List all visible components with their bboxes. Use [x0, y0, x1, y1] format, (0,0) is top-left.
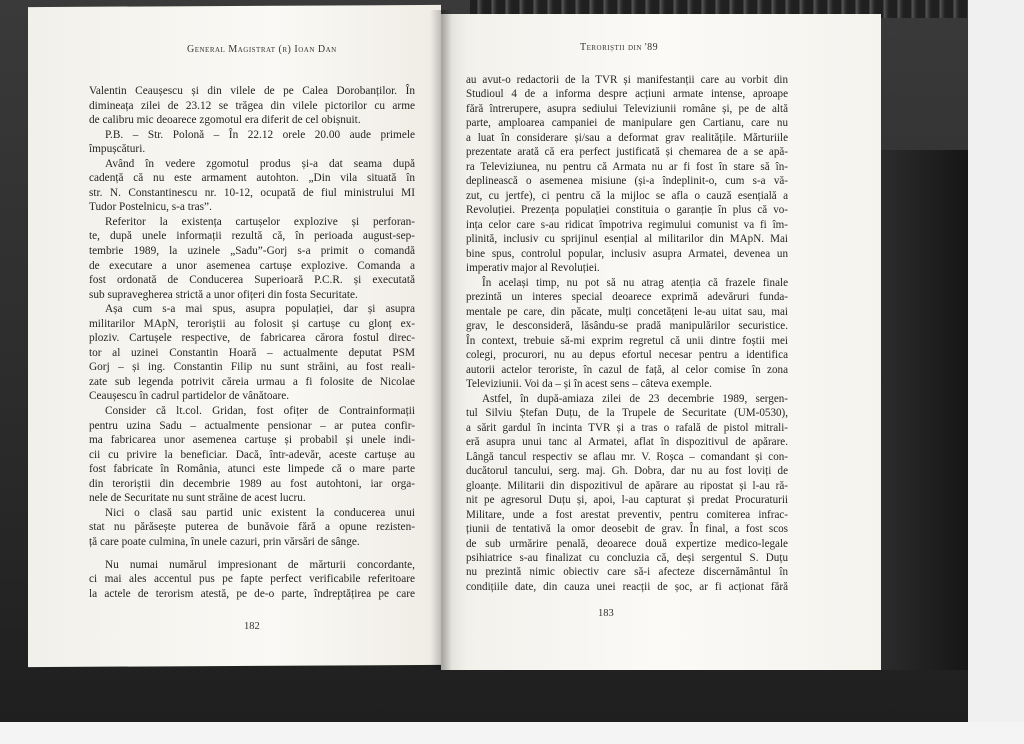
text-line: tembrie 1989, la uzinele „Sadu”-Gorj s-a primit o comandă — [89, 245, 415, 258]
right-page-body — [466, 73, 788, 594]
text-line: Revoluției. Prezența populației constituia o garanție în plus că vo- — [466, 204, 788, 217]
text-line: a sărit gardul în incinta TVR și a tras o rafală de pistol mitrali- — [466, 421, 788, 434]
text-line: autorii actelor teroriste, în cazul de față, al celor comise în zona — [466, 363, 788, 376]
text-line: În același timp, nu pot să nu atrag atenția că frazele finale — [482, 276, 788, 289]
right-running-header: Teroriștii din '89 — [580, 42, 659, 53]
text-line: fără întrerupere, asupra sediului Televiziunii române și, pe de altă — [466, 102, 788, 115]
text-line: din teroriștii din decembrie 1989 au fost autohtoni, iar orga- — [89, 477, 415, 490]
text-line: militarilor MApN, teroriștii au folosit și cartușe cu glonț ex- — [89, 317, 415, 330]
text-line: fost fabricate în România, atunci este limpede că o mare parte — [89, 463, 415, 476]
text-line: imperativ major al Revoluției. — [466, 262, 600, 275]
text-line: deplinească o asemenea misiune (și-a îndeplinit-o, cum s-a vă- — [466, 175, 788, 188]
right-shadow — [880, 150, 975, 670]
text-line: împușcături. — [89, 143, 146, 156]
text-line: Valentin Ceaușescu și din vilele de pe Calea Dorobanților. În — [89, 85, 415, 97]
scanner-edge-bottom — [0, 722, 1024, 744]
text-line: ci mai ales accentul pus pe fapte perfect verificabile referitoare — [89, 573, 415, 586]
text-line: ința celor care s-au ridicat împotriva regimului comunist va fi îm- — [466, 218, 788, 231]
text-line: sub supravegherea strictă a unor ofițeri din fosta Securitate. — [89, 288, 358, 301]
text-line: mentale pe care, din păcate, mulți concetățeni le-au uitat sau, mai — [466, 305, 788, 318]
text-line: te, după unele informații rezultă că, în perioada august-sep- — [89, 230, 415, 243]
text-line: grav, le desconsideră, lăsându-se pradă manipulărilor securistice. — [466, 320, 788, 333]
text-line: condițiile date, din cauza unei reacții de șoc, ar fi acționat fără — [466, 580, 788, 593]
text-line: Tudor Postelnicu, s-a tras”. — [89, 201, 212, 214]
text-line: tul Silviu Ștefan Duțu, de la Trupele de Securitate (UM-0530), — [466, 407, 788, 420]
text-line: Astfel, în după-amiaza zilei de 23 decembrie 1989, sergen- — [482, 392, 788, 405]
text-line: ma fabricarea unor asemenea cartușe și probabil și unele indi- — [89, 434, 415, 447]
text-line: de sub urmărire penală, deoarece două expertize medico-legale — [466, 537, 788, 550]
scanner-edge-right — [968, 0, 1024, 744]
text-line: dimineața zilei de 23.12 se trăgea din vilele pictorilor cu arme — [89, 99, 415, 112]
text-line: cadență că nu este armament autohton. „Din vila situată în — [89, 172, 415, 185]
text-line: Nici o clasă sau partid unic existent la conducerea unui — [105, 506, 415, 519]
text-line: gloanțe. Militarii din dispozitivul de apărare au ripostat și l-au ră- — [466, 479, 788, 492]
text-line: țiunii de tentativă la omor deosebit de grav. În final, a fost scos — [466, 523, 788, 536]
text-line: nit pe agresorul Duțu și, apoi, l-au capturat și predat Procuraturii — [466, 494, 788, 507]
text-line: ță care poate culmina, în unele cazuri, prin vărsări de sânge. — [89, 535, 360, 548]
text-line: Având în vedere zgomotul produs și-a dat seama după — [105, 157, 415, 170]
text-line: Studioul 4 de a informa despre acțiuni armate intense, aproape — [466, 88, 788, 101]
text-line: Militare, unde a fost arestat preventiv, pentru comiterea infrac- — [466, 508, 788, 521]
text-line: zut, cu jertfe), ci pentru că la mijloc se afla o cauză esențială a — [466, 189, 788, 202]
text-line: Nu numai numărul impresionant de mărturii concordante, — [105, 558, 415, 571]
text-line: prezentate arată că era perfect justificată și chemarea de a se apă- — [466, 146, 788, 159]
left-running-header: General Magistrat (r) Ioan Dan — [187, 44, 337, 55]
text-line: stat nu părăsește puterea de bunăvoie fără a opune rezisten- — [89, 521, 415, 534]
left-page-number: 182 — [244, 621, 260, 632]
text-line: colegi, procurori, nu au depus efortul necesar pentru a identifica — [466, 349, 788, 362]
text-line: Ceaușescu în cadrul partidelor de vânătoare. — [89, 390, 290, 403]
text-line: str. N. Constantinescu nr. 10-12, ocupată de fiul ministrului MI — [89, 186, 415, 199]
text-line: psihiatrice s-au finalizat cu concluzia că, deși sergentul S. Duțu — [466, 551, 788, 564]
text-line: ducătorul tancului, serg. maj. Gh. Dobra, dar nu au fost loviți de — [466, 465, 788, 478]
text-line: Televiziunii. Voi da – și în acest sens – câteva exemple. — [466, 378, 712, 391]
book-gutter — [430, 10, 452, 670]
text-line: zate sub legenda potrivit căreia urmau a fi folosite de Nicolae — [89, 375, 415, 388]
text-line: prezintă un interes special deoarece exprimă adevăruri funda- — [466, 291, 788, 304]
text-line: parte, amploarea campaniei de manipulare gen Cartianu, care nu — [466, 117, 788, 130]
text-line: Lângă tancul respectiv se aflau mr. V. Roșca – comandant și con- — [466, 450, 788, 463]
left-page-body — [89, 84, 415, 601]
text-line: P.B. – Str. Polonă – În 22.12 orele 20.00 aude primele — [105, 128, 415, 141]
text-line: cii cu privire la beneficiar. Dacă, într-adevăr, aceste cartușe au — [89, 448, 415, 461]
right-page-number: 183 — [598, 608, 614, 619]
text-line: Gorj – și ing. Constantin Filip nu sunt străini, au fost reali- — [89, 361, 415, 374]
text-line: nu prezintă nimic obiectiv care să-i afecteze discernământul în — [466, 566, 788, 579]
text-line: tor al uzinei Constantin Hoară – actualmente deputat PSM — [89, 346, 415, 359]
text-line: a luat în considerare și/sau a deformat grav realitățile. Mărturiile — [466, 131, 788, 144]
text-line: de calibru mic deoarece zgomotul era diferit de cel obișnuit. — [89, 114, 361, 127]
text-line: Referitor la existența cartușelor explozive și perforan- — [105, 215, 415, 228]
text-line: Consider că lt.col. Gridan, fost ofițer de Contrainformații — [105, 405, 415, 418]
text-line: plinită, inclusiv cu sprijinul esențial al militarilor din MApN. Mai — [466, 233, 788, 246]
text-line: fost ordonată de Conducerea Superioară P.C.R. și executată — [89, 274, 415, 287]
text-line: pentru uzina Sadu – actualmente pensionar – ar putea confir- — [89, 419, 415, 432]
text-line: nele de Securitate nu sunt străine de acest lucru. — [89, 492, 306, 505]
text-line: eră asupra unui tanc al Armatei, aflat în dispozitivul de apărare. — [466, 436, 788, 449]
text-line: au avut-o redactorii de la TVR și manifestanții care au vorbit din — [466, 74, 788, 86]
text-line: ploziv. Cartușele respective, de fabricarea cărora fostul direc- — [89, 332, 415, 345]
text-line: În context, trebuie să-mi exprim regretul că unii dintre foștii mei — [466, 334, 788, 347]
text-line: de executare a unor asemenea cartușe explozive. Comanda a — [89, 259, 415, 272]
text-line: ra Televiziunea, nu pentru că Armata nu ar fi fost în stare să în- — [466, 160, 788, 173]
text-line: bine spus, controlul popular, inclusiv asupra Armatei, devenea un — [466, 247, 788, 260]
text-line: la actele de terorism atestă, pe de-o parte, îndreptățirea pe care — [89, 587, 415, 600]
text-line: Așa cum s-a mai spus, asupra populației, dar și asupra — [105, 303, 415, 316]
